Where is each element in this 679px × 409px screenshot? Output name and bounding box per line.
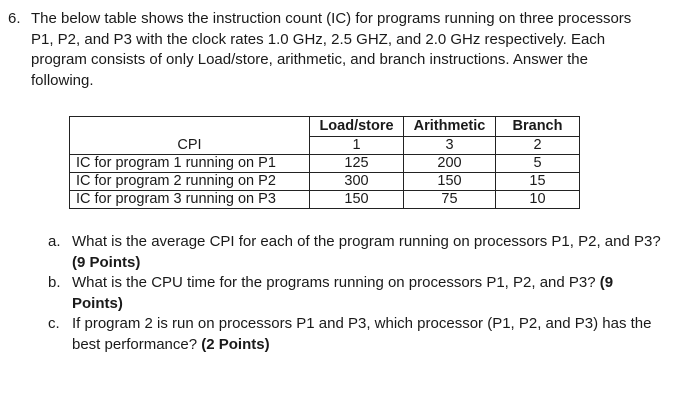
table-cell: 200 — [404, 155, 496, 173]
subquestion-body — [72, 232, 668, 273]
table-cell: 125 — [310, 155, 404, 173]
table-row — [70, 173, 580, 191]
subquestion-points: (9 Points) — [72, 274, 614, 312]
subquestion-text: What is the CPU time for the programs running on processors P1, P2, and P3? — [72, 274, 596, 291]
table-cell: 1 — [310, 137, 404, 155]
table-row — [70, 191, 580, 209]
subquestion-text: What is the average CPI for each of the program running on processors P1, P2, and P3? — [72, 233, 661, 250]
subquestion-text: If program 2 is run on processors P1 and P3, which processor (P1, P2, and P3) has the best performance? — [72, 315, 652, 353]
subquestion-points: (9 Points) — [72, 253, 141, 271]
table-header-blank — [70, 117, 310, 137]
table-cell: 10 — [496, 191, 580, 209]
subquestion-a — [48, 232, 668, 273]
question-header — [8, 9, 672, 91]
table-row — [70, 155, 580, 173]
table-header-row — [70, 117, 580, 137]
table-cell: 3 — [404, 137, 496, 155]
table-cell: 2 — [496, 137, 580, 155]
subquestion-letter: c. — [48, 315, 60, 332]
question-number: 6. — [8, 10, 21, 27]
table-cell: 15 — [496, 173, 580, 191]
question-6 — [8, 9, 672, 91]
table-header-arithmetic: Arithmetic — [404, 117, 496, 137]
subquestion-points: (2 Points) — [201, 335, 270, 353]
table-cell: 75 — [404, 191, 496, 209]
table-cell: 150 — [310, 191, 404, 209]
table-header-loadstore: Load/store — [310, 117, 404, 137]
row-label-program-1: IC for program 1 running on P1 — [70, 155, 310, 173]
table-cell: 5 — [496, 155, 580, 173]
subquestion-c — [48, 314, 668, 355]
subquestion-letter: a. — [48, 233, 61, 250]
subquestion-letter: b. — [48, 274, 61, 291]
table-row — [70, 137, 580, 155]
subquestion-list — [48, 232, 668, 355]
subquestion-body — [72, 314, 668, 355]
row-label-program-3: IC for program 3 running on P3 — [70, 191, 310, 209]
row-label-program-2: IC for program 2 running on P2 — [70, 173, 310, 191]
table-header-branch: Branch — [496, 117, 580, 137]
row-label-cpi: CPI — [70, 137, 310, 155]
instruction-count-table — [69, 116, 580, 209]
question-text: The below table shows the instruction count (IC) for programs running on three processors P1, P2, and P3 with the clock rates 1.0 GHz, 2.5 GHZ, and 2.0 GHz respectively. Each program consists of only Load/store, arithmetic, and branch instructions. Answer the following. — [31, 10, 632, 89]
subquestion-b — [48, 273, 668, 314]
table-cell: 300 — [310, 173, 404, 191]
subquestion-body — [72, 273, 668, 314]
table-cell: 150 — [404, 173, 496, 191]
